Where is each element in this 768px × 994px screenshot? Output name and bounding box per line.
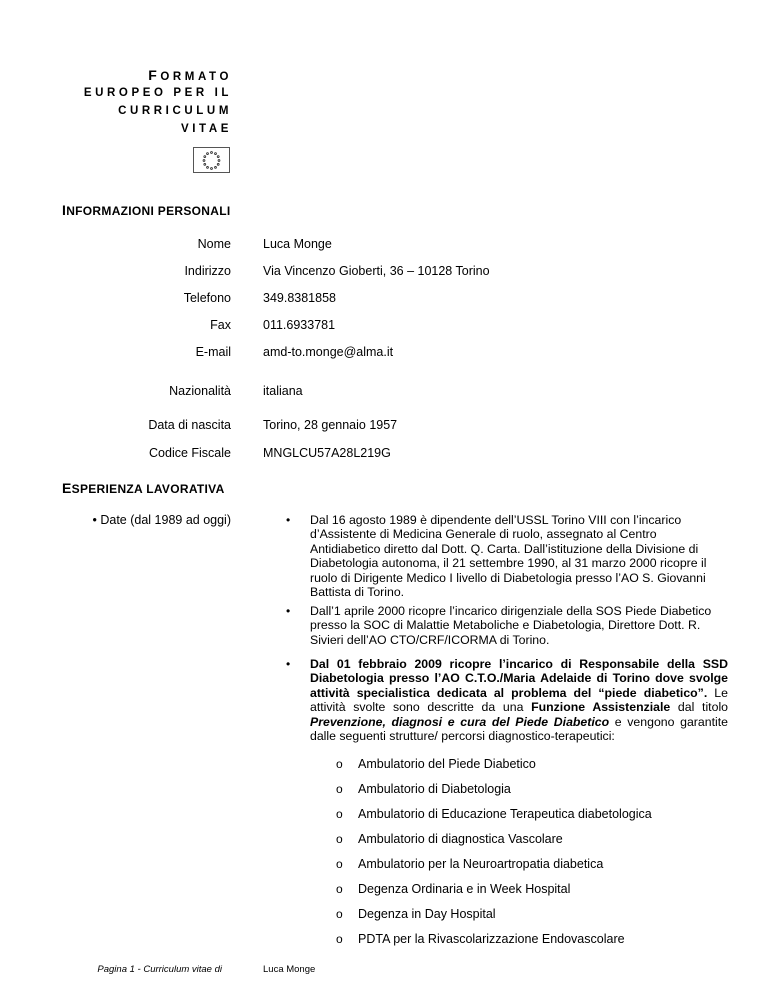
label-codice-fiscale: Codice Fiscale	[149, 446, 231, 460]
value-fax: 011.6933781	[263, 318, 336, 332]
cv-title-line-1	[148, 66, 232, 86]
value-telefono: 349.8381858	[263, 291, 336, 305]
sub-item-7: Degenza in Day Hospital	[358, 907, 496, 921]
value-codice-fiscale: MNGLCU57A28L219G	[263, 446, 391, 460]
sub-bullet: o	[336, 757, 343, 771]
experience-paragraph-2: Dall’1 aprile 2000 ricopre l’incarico dirigenziale della SOS Piede Diabetico presso la SOC di Malattie Metaboliche e Diabetologia, Direttore Dott. R. Sivieri dell’AO CTO/CRF/ICORMA di Torino.	[310, 604, 712, 647]
label-nome: Nome	[197, 237, 231, 251]
label-indirizzo: Indirizzo	[184, 264, 231, 278]
section-personal-info-heading: INFORMAZIONI PERSONALI	[62, 202, 231, 218]
label-nazionalita: Nazionalità	[169, 384, 231, 398]
experience-paragraph-3: Dal 01 febbraio 2009 ricopre l’incarico di Responsabile della SSD Diabetologia presso l’AO C.T.O./Maria Adelaide di Torino dove svolge attività specialistica dedicata al problema del “piede diabetico”. Le attività svolte sono descritte da una Funzione Assistenziale dal titolo Prevenzione, diagnosi e cura del Piede Diabetico e vengono garantite dalle seguenti strutture/ percorsi diagnostico-terapeutici:	[310, 657, 729, 744]
cv-title-line-4: VITAE	[180, 123, 232, 135]
cv-title-initial: F	[148, 67, 161, 83]
label-data-nascita: Data di nascita	[148, 418, 231, 432]
sub-item-2: Ambulatorio di Diabetologia	[358, 782, 511, 796]
cv-title-line-3: CURRICULUM	[118, 105, 232, 117]
sub-bullet: o	[336, 907, 343, 921]
sub-bullet: o	[336, 782, 343, 796]
value-nazionalita: italiana	[263, 384, 303, 398]
footer-name: Luca Monge	[263, 964, 316, 975]
label-email: E-mail	[195, 345, 231, 359]
section-experience-heading: ESPERIENZA LAVORATIVA	[62, 480, 225, 496]
value-data-nascita: Torino, 28 gennaio 1957	[263, 418, 398, 432]
value-email: amd-to.monge@alma.it	[263, 345, 394, 359]
label-telefono: Telefono	[183, 291, 231, 305]
cv-title-rest: ORMATO	[160, 71, 232, 83]
label-fax: Fax	[210, 318, 231, 332]
eu-flag-icon	[193, 147, 230, 173]
sub-item-8: PDTA per la Rivascolarizzazione Endovascolare	[358, 932, 625, 946]
value-nome: Luca Monge	[263, 237, 332, 251]
label-date-range: • Date (dal 1989 ad oggi)	[92, 513, 231, 527]
sub-item-3: Ambulatorio di Educazione Terapeutica diabetologica	[358, 807, 652, 821]
sub-bullet: o	[336, 882, 343, 896]
sub-bullet: o	[336, 807, 343, 821]
sub-bullet: o	[336, 932, 343, 946]
experience-paragraph-1: Dal 16 agosto 1989 è dipendente dell’USSL Torino VIII con l’incarico d’Assistente di Medicina Generale di ruolo, assegnato al Centro Antidiabetico diretto dal Dott. Q. Carta. Dall’istituzione della Divisione di Diabetologia autonoma, il 21 settembre 1990, al 31 marzo 2000 ricopre il ruolo di Dirigente Medico I livello di Diabetologia presso l’AO S. Giovanni Battista di Torino.	[310, 513, 707, 600]
footer-page-label: Pagina 1 - Curriculum vitae di	[97, 964, 222, 975]
sub-item-6: Degenza Ordinaria e in Week Hospital	[358, 882, 571, 896]
sub-item-4: Ambulatorio di diagnostica Vascolare	[358, 832, 563, 846]
sub-item-1: Ambulatorio del Piede Diabetico	[358, 757, 536, 771]
bullet-3: •	[286, 657, 291, 671]
bullet-2: •	[286, 604, 291, 618]
bullet-1: •	[286, 513, 291, 527]
value-indirizzo: Via Vincenzo Gioberti, 36 – 10128 Torino	[263, 264, 490, 278]
cv-title-line-2: EUROPEO PER IL	[83, 87, 232, 99]
sub-item-5: Ambulatorio per la Neuroartropatia diabetica	[358, 857, 604, 871]
sub-bullet: o	[336, 832, 343, 846]
sub-bullet: o	[336, 857, 343, 871]
